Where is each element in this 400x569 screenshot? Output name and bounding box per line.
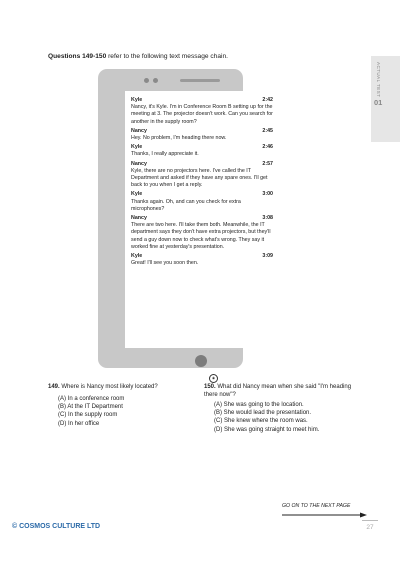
camera-dot-icon bbox=[144, 78, 149, 83]
message-screen bbox=[125, 91, 279, 348]
speaker-slot-icon bbox=[180, 79, 220, 82]
question-150 bbox=[204, 383, 364, 434]
message-sender: Kyle bbox=[131, 97, 143, 103]
message-item bbox=[131, 191, 273, 213]
message-time: 3:00 bbox=[262, 191, 273, 198]
answer-option-c[interactable]: (C) In the supply room bbox=[58, 412, 118, 419]
message-text: Thanks, I really appreciate it. bbox=[131, 151, 199, 158]
side-tab-label: ACTUAL TEST bbox=[376, 62, 381, 98]
go-on-text: GO ON TO THE NEXT PAGE bbox=[282, 503, 351, 509]
questions-header bbox=[48, 53, 228, 60]
side-tab bbox=[371, 56, 400, 142]
message-item bbox=[131, 253, 273, 267]
message-item bbox=[131, 97, 273, 126]
message-text: Great! I'll see you soon then. bbox=[131, 260, 199, 267]
message-item bbox=[131, 128, 273, 142]
answer-option-d[interactable]: (D) She was going straight to meet him. bbox=[214, 426, 320, 433]
message-sender: Kyle bbox=[131, 253, 143, 260]
question-149 bbox=[48, 383, 198, 428]
message-time: 2:57 bbox=[262, 160, 273, 167]
message-time: 2:42 bbox=[262, 97, 273, 103]
message-sender: Nancy bbox=[131, 160, 147, 167]
questions-range: Questions 149-150 bbox=[48, 53, 107, 60]
answer-option-a[interactable]: (A) She was going to the location. bbox=[214, 402, 304, 408]
question-number: 149. bbox=[48, 384, 60, 390]
answer-option-b[interactable]: (B) She would lead the presentation. bbox=[214, 410, 312, 417]
answer-option-c[interactable]: (C) She knew where the room was. bbox=[214, 418, 308, 425]
question-number: 150. bbox=[204, 384, 216, 390]
message-time: 3:08 bbox=[262, 215, 273, 222]
question-stem: What did Nancy mean when she said "I'm heading there now"? bbox=[204, 384, 352, 398]
sensor-dot-icon bbox=[153, 78, 158, 83]
message-time: 3:09 bbox=[262, 253, 273, 260]
message-sender: Kyle bbox=[131, 191, 143, 198]
message-item bbox=[131, 144, 273, 158]
arrow-right-icon bbox=[282, 512, 367, 518]
message-text: Hey. No problem, I'm heading there now. bbox=[131, 135, 227, 142]
page-number: 27 bbox=[362, 520, 378, 537]
message-time: 2:46 bbox=[262, 144, 273, 151]
message-time: 2:45 bbox=[262, 127, 273, 134]
message-text: Thanks again. Oh, and can you check for extra microphones? bbox=[131, 198, 241, 212]
message-text: Nancy, it's Kyle. I'm in Conference Room B setting up for the meeting at 3. The projector doesn't work. Can you search for another in the supply room? bbox=[131, 104, 273, 125]
message-text: Kyle, there are no projectors here. I've called the IT Department and asked if they have any spare ones. I'll get back to you when I get a reply. bbox=[131, 167, 268, 189]
message-sender: Nancy bbox=[131, 215, 147, 222]
message-text: There are two here. I'll take them both. Meanwhile, the IT department says they don't have extra projectors, but they'll send a guy down now to check what's wrong. They say it worked fine at yesterday's presentation. bbox=[131, 222, 271, 250]
message-sender: Nancy bbox=[131, 127, 147, 134]
home-button-icon bbox=[195, 355, 207, 367]
headphone-icon: ◉ bbox=[209, 374, 218, 383]
side-tab-number: 01 bbox=[374, 98, 383, 107]
questions-instruction: refer to the following text message chain. bbox=[106, 53, 228, 60]
question-stem: Where is Nancy most likely located? bbox=[61, 384, 158, 390]
answer-option-b[interactable]: (B) At the IT Department bbox=[58, 404, 123, 411]
message-item bbox=[131, 215, 273, 251]
message-sender: Kyle bbox=[131, 144, 143, 151]
message-item bbox=[131, 161, 273, 190]
publisher-credit: © COSMOS CULTURE LTD bbox=[12, 523, 101, 530]
answer-option-a[interactable]: (A) In a conference room bbox=[58, 396, 125, 402]
answer-option-d[interactable]: (D) In her office bbox=[58, 420, 100, 427]
